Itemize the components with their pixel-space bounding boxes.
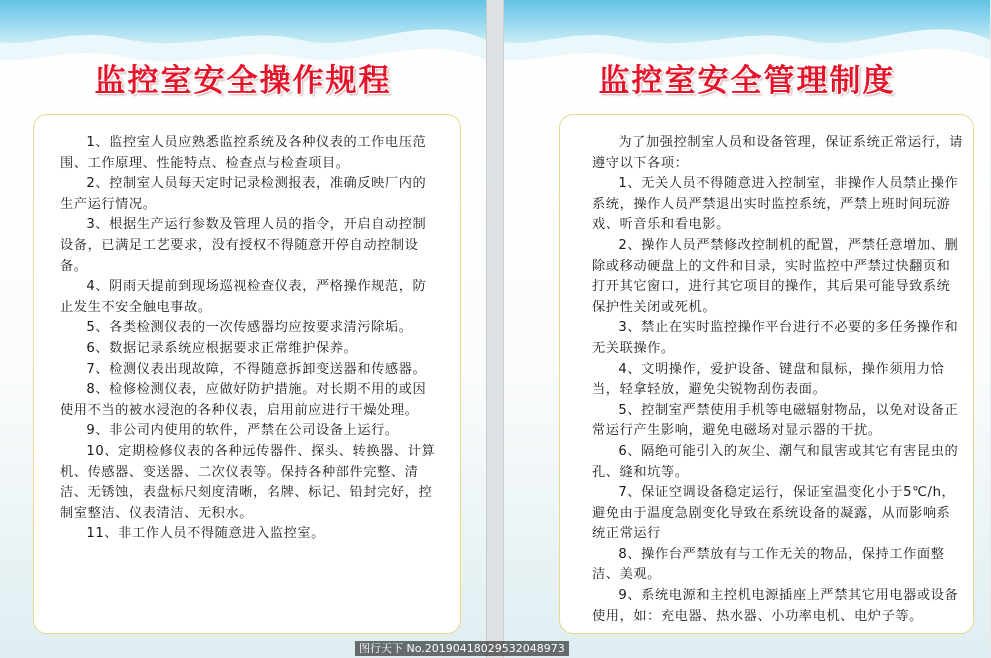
rule-paragraph: 4、文明操作，爱护设备、键盘和鼠标，操作须用力恰当，轻拿轻放，避免尖锐物刮伤表面。: [592, 361, 945, 398]
rule-paragraph: 1、无关人员不得随意进入控制室，非操作人员禁止操作系统，操作人员严禁退出实时监控系统，严禁上班时间玩游戏、听音乐和看电影。: [592, 176, 959, 233]
rules-text-block: [592, 133, 964, 627]
rule-paragraph: 4、阴雨天提前到现场巡视检查仪表，严格操作规范，防止发生不安全触电事故。: [60, 279, 427, 315]
rule-paragraph: 2、控制室人员每天定时记录检测报表，准确反映厂内的生产运行情况。: [60, 176, 427, 212]
rule-paragraph: 为了加强控制室人员和设备管理，保证系统正常运行，请遵守以下各项：: [592, 135, 964, 171]
rule-paragraph: 7、保证空调设备稳定运行，保证室温变化小于5℃/h，避免由于温度急剧变化导致在系统设备的凝露，从而影响系统正常运行: [592, 485, 956, 542]
rules-text-block: [60, 133, 440, 545]
right-poster: [504, 0, 990, 658]
rules-content-frame: [33, 114, 461, 634]
rule-paragraph: 7、检测仪表出现故障，不得随意拆卸变送器和传感器。: [86, 361, 427, 377]
rule-paragraph: 9、系统电源和主控机电源插座上严禁其它用电器或设备使用，如：充电器、热水器、小功率电机、电炉子等。: [592, 588, 959, 624]
panel-divider: [486, 0, 504, 658]
rule-paragraph: 2、操作人员严禁修改控制机的配置，严禁任意增加、删除或移动硬盘上的文件和目录，实时监控中严禁过快翻页和打开其它窗口，进行其它项目的操作，其后果可能导致系统保护性关闭或死机。: [592, 237, 959, 315]
rule-paragraph: 3、禁止在实时监控操作平台进行不必要的多任务操作和无关联操作。: [592, 320, 959, 356]
rule-paragraph: 5、控制室严禁使用手机等电磁辐射物品，以免对设备正常运行产生影响，避免电磁场对显示器的干扰。: [592, 402, 959, 439]
rules-content-frame: [559, 114, 974, 634]
rule-paragraph: 8、操作台严禁放有与工作无关的物品，保持工作面整洁、美观。: [592, 546, 945, 583]
rule-paragraph: 11、非工作人员不得随意进入监控室。: [86, 526, 325, 542]
left-poster: [0, 0, 486, 658]
rule-paragraph: 10、定期检修仪表的各种远传器件、探头、转换器、计算机、传感器、变送器、二次仪表等。保持各种部件完整、清洁、无锈蚀，表盘标尺刻度清晰，名牌、标记、铅封完好，控制室整洁、仪表清洁、无积水。: [60, 443, 436, 521]
rule-paragraph: 1、监控室人员应熟悉监控系统及各种仪表的工作电压范围、工作原理、性能特点、检查点与检查项目。: [60, 135, 427, 171]
rule-paragraph: 9、非公司内使用的软件，严禁在公司设备上运行。: [86, 423, 399, 439]
rule-paragraph: 3、根据生产运行参数及管理人员的指令，开启自动控制设备，已满足工艺要求，没有授权不得随意开停自动控制设备。: [60, 217, 427, 274]
page-title: 监控室安全管理制度: [598, 63, 896, 99]
rule-paragraph: 8、检修检测仪表，应做好防护措施。对长期不用的或因使用不当的被水浸泡的各种仪表，启用前应进行干燥处理。: [60, 382, 427, 418]
page-title: 监控室安全操作规程: [94, 63, 392, 99]
rule-paragraph: 6、数据记录系统应根据要求正常维护保养。: [86, 340, 358, 356]
rule-paragraph: 6、隔绝可能引入的灰尘、潮气和鼠害或其它有害昆虫的孔、缝和坑等。: [592, 443, 959, 480]
watermark-text: 图行天下 No.20190418029532048973: [355, 641, 569, 656]
watermark-footer: [355, 640, 775, 658]
rule-paragraph: 5、各类检测仪表的一次传感器均应按要求清污除垢。: [86, 320, 413, 336]
